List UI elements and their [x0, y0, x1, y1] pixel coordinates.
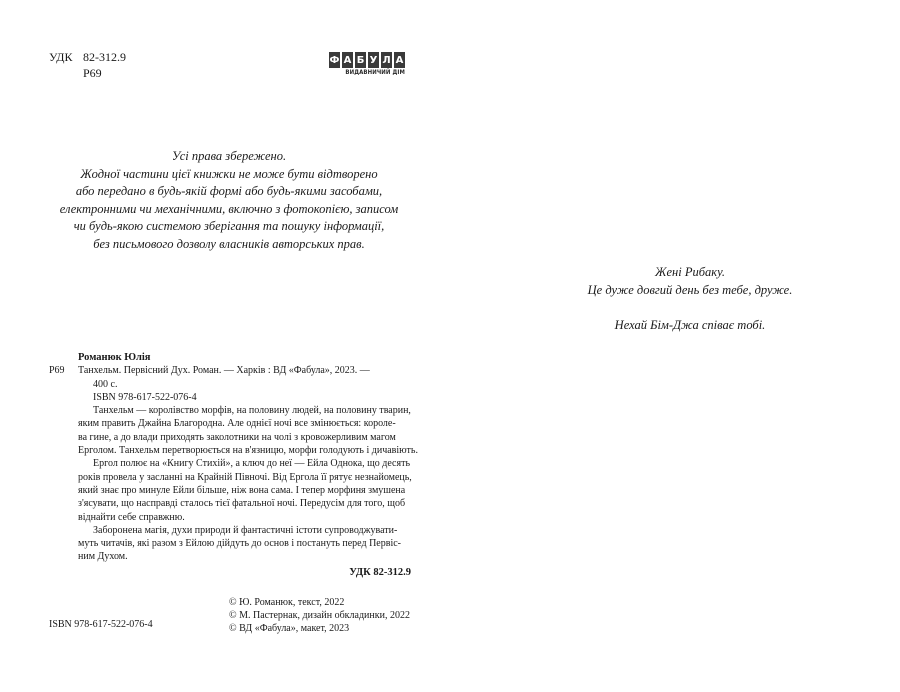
- bibliographic-record: [49, 351, 418, 579]
- book-author: Романюк Юлія: [78, 352, 151, 363]
- dedication-line: Це дуже довгий день без тебе, друже.: [587, 282, 793, 297]
- logo-letter: А: [342, 52, 353, 68]
- publisher-logo: [329, 52, 405, 76]
- annotation-line: віднайти себе справжню.: [78, 511, 185, 523]
- udk-header: [49, 49, 126, 80]
- rights-notice: [36, 148, 422, 253]
- book-title-line: Танхельм. Первісний Дух. Роман. — Харків : ВД «Фабула», 2023. —: [78, 365, 370, 377]
- annotation-line: років провела у засланні на Крайній Півночі. Від Ергола її рятує незнайомець,: [78, 471, 412, 483]
- logo-letter: Л: [381, 52, 392, 68]
- annotation-line: Заборонена магія, духи природи й фантастичні істоти супроводжувати-: [93, 524, 398, 536]
- rights-line: Жодної частини цієї книжки не може бути відтворено: [80, 166, 378, 181]
- book-isbn: ISBN 978-617-522-076-4: [93, 391, 197, 403]
- copyright-line: © Ю. Романюк, текст, 2022: [229, 597, 345, 608]
- annotation-line: з'ясувати, що насправді сталось тієї фатальної ночі. Передусім для того, щоб: [78, 498, 406, 510]
- dedication: [540, 264, 840, 334]
- annotation-line: яким править Джайна Благородна. Але однієї ночі все змінюється: короле-: [78, 418, 396, 430]
- book-pages: 400 с.: [93, 378, 118, 390]
- logo-subtitle: ВИДАВНИЧИЙ ДІМ: [345, 69, 405, 76]
- copyright-line: © ВД «Фабула», макет, 2023: [229, 623, 350, 634]
- logo-letter: Ф: [329, 52, 340, 68]
- book-index: Р69: [49, 365, 65, 377]
- dedication-line: Нехай Бім-Джа співає тобі.: [614, 317, 766, 332]
- annotation-line: Танхельм — королівство морфів, на половину людей, на половину тварин,: [93, 405, 411, 417]
- dedication-line: Жені Рибаку.: [655, 265, 725, 279]
- annotation-line: Ерголом. Танхельм перетворюється на в'язницю, морфи голодують і дичавіють.: [78, 445, 418, 457]
- rights-line: чи будь-якою системою зберігання та пошуку інформації,: [73, 219, 385, 233]
- annotation-line: ва гине, а до влади приходять заколотники на чолі з кровожерливим магом: [78, 431, 396, 443]
- udk-index: Р69: [83, 66, 102, 80]
- rights-line: або передано в будь-якій формі або будь-якими засобами,: [75, 184, 383, 198]
- copyright-block: [229, 596, 410, 635]
- rights-line: Усі права збережено.: [171, 149, 287, 163]
- logo-letter: У: [368, 52, 379, 68]
- copyright-line: © М. Пастернак, дизайн обкладинки, 2022: [229, 610, 410, 621]
- rights-line: без письмового дозволу власників авторських прав.: [93, 236, 365, 251]
- annotation-line: муть читачів, які разом з Ейлою дійдуть до основ і постануть перед Первіс-: [78, 538, 402, 550]
- isbn-footer: ISBN 978-617-522-076-4: [49, 619, 153, 630]
- annotation-line: Ергол полює на «Книгу Стихій», а ключ до неї — Ейла Однока, що десять: [93, 458, 411, 470]
- rights-line: електронними чи механічними, включно з фотокопією, записом: [59, 201, 399, 216]
- logo-letter: Б: [355, 52, 366, 68]
- udk-label: УДК: [49, 50, 73, 64]
- annotation-line: ним Духом.: [78, 551, 128, 563]
- logo-letter: А: [394, 52, 405, 68]
- udk-code: 82-312.9: [83, 50, 126, 64]
- udk-bottom: УДК 82-312.9: [349, 566, 411, 578]
- annotation-line: який знає про минуле Ейли більше, ніж вона сама. І тепер морфиня змушена: [78, 484, 406, 496]
